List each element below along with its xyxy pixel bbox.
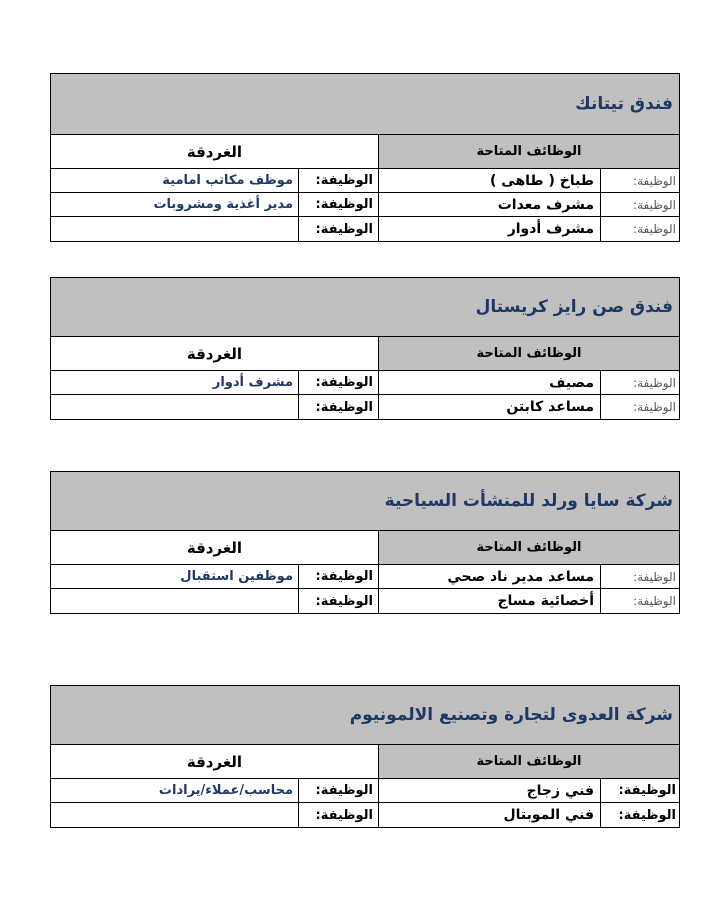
location-header [51, 135, 379, 168]
location-label: الغردقة [186, 142, 243, 161]
company-header [51, 686, 679, 745]
subheader-row [51, 745, 679, 779]
job-label: الوظيفة: [618, 783, 676, 798]
job-label: الوظيفة: [633, 594, 676, 608]
location-label: الغردقة [186, 752, 243, 771]
location-header [51, 337, 379, 370]
location-job-value [51, 395, 299, 419]
job-label: الوظيفة: [299, 803, 379, 827]
job-label: الوظيفة: [299, 395, 379, 419]
job-label: الوظيفة: [299, 371, 379, 394]
job-label: الوظيفة: [633, 173, 676, 188]
company-header [51, 278, 679, 337]
location-job-value: موظف مكاتب امامية [51, 169, 299, 192]
available-jobs-header [379, 745, 679, 778]
available-jobs-label: الوظائف المتاحة [476, 346, 582, 361]
location-job-value: مشرف أدوار [51, 371, 299, 394]
company-card [50, 685, 680, 828]
available-job-value: مشرف أدوار [379, 217, 601, 241]
job-row [51, 779, 679, 803]
available-jobs-header [379, 337, 679, 370]
available-job-value: فني الموبتال [379, 803, 601, 827]
location-header [51, 531, 379, 564]
job-row [51, 193, 679, 217]
job-label: الوظيفة: [633, 569, 676, 584]
job-row [51, 803, 679, 827]
company-name: فندق صن رايز كريستال [475, 297, 673, 317]
subheader-row [51, 135, 679, 169]
location-label: الغردقة [186, 538, 243, 557]
company-card [50, 471, 680, 614]
location-job-value [51, 589, 299, 613]
job-row [51, 169, 679, 193]
available-jobs-label: الوظائف المتاحة [476, 144, 582, 159]
job-label: الوظيفة: [299, 169, 379, 192]
job-label: الوظيفة: [299, 589, 379, 613]
available-job-value: طباخ ( طاهى ) [379, 169, 601, 192]
available-jobs-label: الوظائف المتاحة [476, 540, 582, 555]
location-job-value: محاسب/عملاء/يرادات [51, 779, 299, 802]
available-jobs-header [379, 531, 679, 564]
company-card [50, 73, 680, 242]
job-row [51, 589, 679, 613]
job-row [51, 371, 679, 395]
job-row [51, 395, 679, 419]
location-job-value: مدير أغذية ومشروبات [51, 193, 299, 216]
location-job-value: موظفين استقبال [51, 565, 299, 588]
available-job-value: أخصائية مساج [379, 589, 601, 613]
location-job-value [51, 803, 299, 827]
company-header [51, 472, 679, 531]
available-job-value: مساعد كابتن [379, 395, 601, 419]
job-label: الوظيفة: [299, 565, 379, 588]
job-label: الوظيفة: [633, 400, 676, 414]
available-jobs-header [379, 135, 679, 168]
company-name: شركة سايا ورلد للمنشأت السياحية [384, 491, 673, 511]
job-label: الوظيفة: [633, 197, 676, 212]
job-row [51, 217, 679, 241]
job-label: الوظيفة: [633, 222, 676, 236]
location-label: الغردقة [186, 344, 243, 363]
location-job-value [51, 217, 299, 241]
job-label: الوظيفة: [299, 779, 379, 802]
subheader-row [51, 531, 679, 565]
available-job-value: فني زجاج [379, 779, 601, 802]
job-label: الوظيفة: [633, 375, 676, 390]
available-job-value: مصيف [379, 371, 601, 394]
location-header [51, 745, 379, 778]
company-name: شركة العدوى لتجارة وتصنيع الالمونيوم [349, 705, 673, 725]
available-job-value: مساعد مدير ناد صحي [379, 565, 601, 588]
job-label: الوظيفة: [299, 217, 379, 241]
job-row [51, 565, 679, 589]
available-jobs-label: الوظائف المتاحة [476, 754, 582, 769]
company-header [51, 74, 679, 135]
job-label: الوظيفة: [618, 807, 676, 823]
available-job-value: مشرف معدات [379, 193, 601, 216]
job-label: الوظيفة: [299, 193, 379, 216]
subheader-row [51, 337, 679, 371]
company-card [50, 277, 680, 420]
company-name: فندق تيتانك [575, 94, 673, 114]
